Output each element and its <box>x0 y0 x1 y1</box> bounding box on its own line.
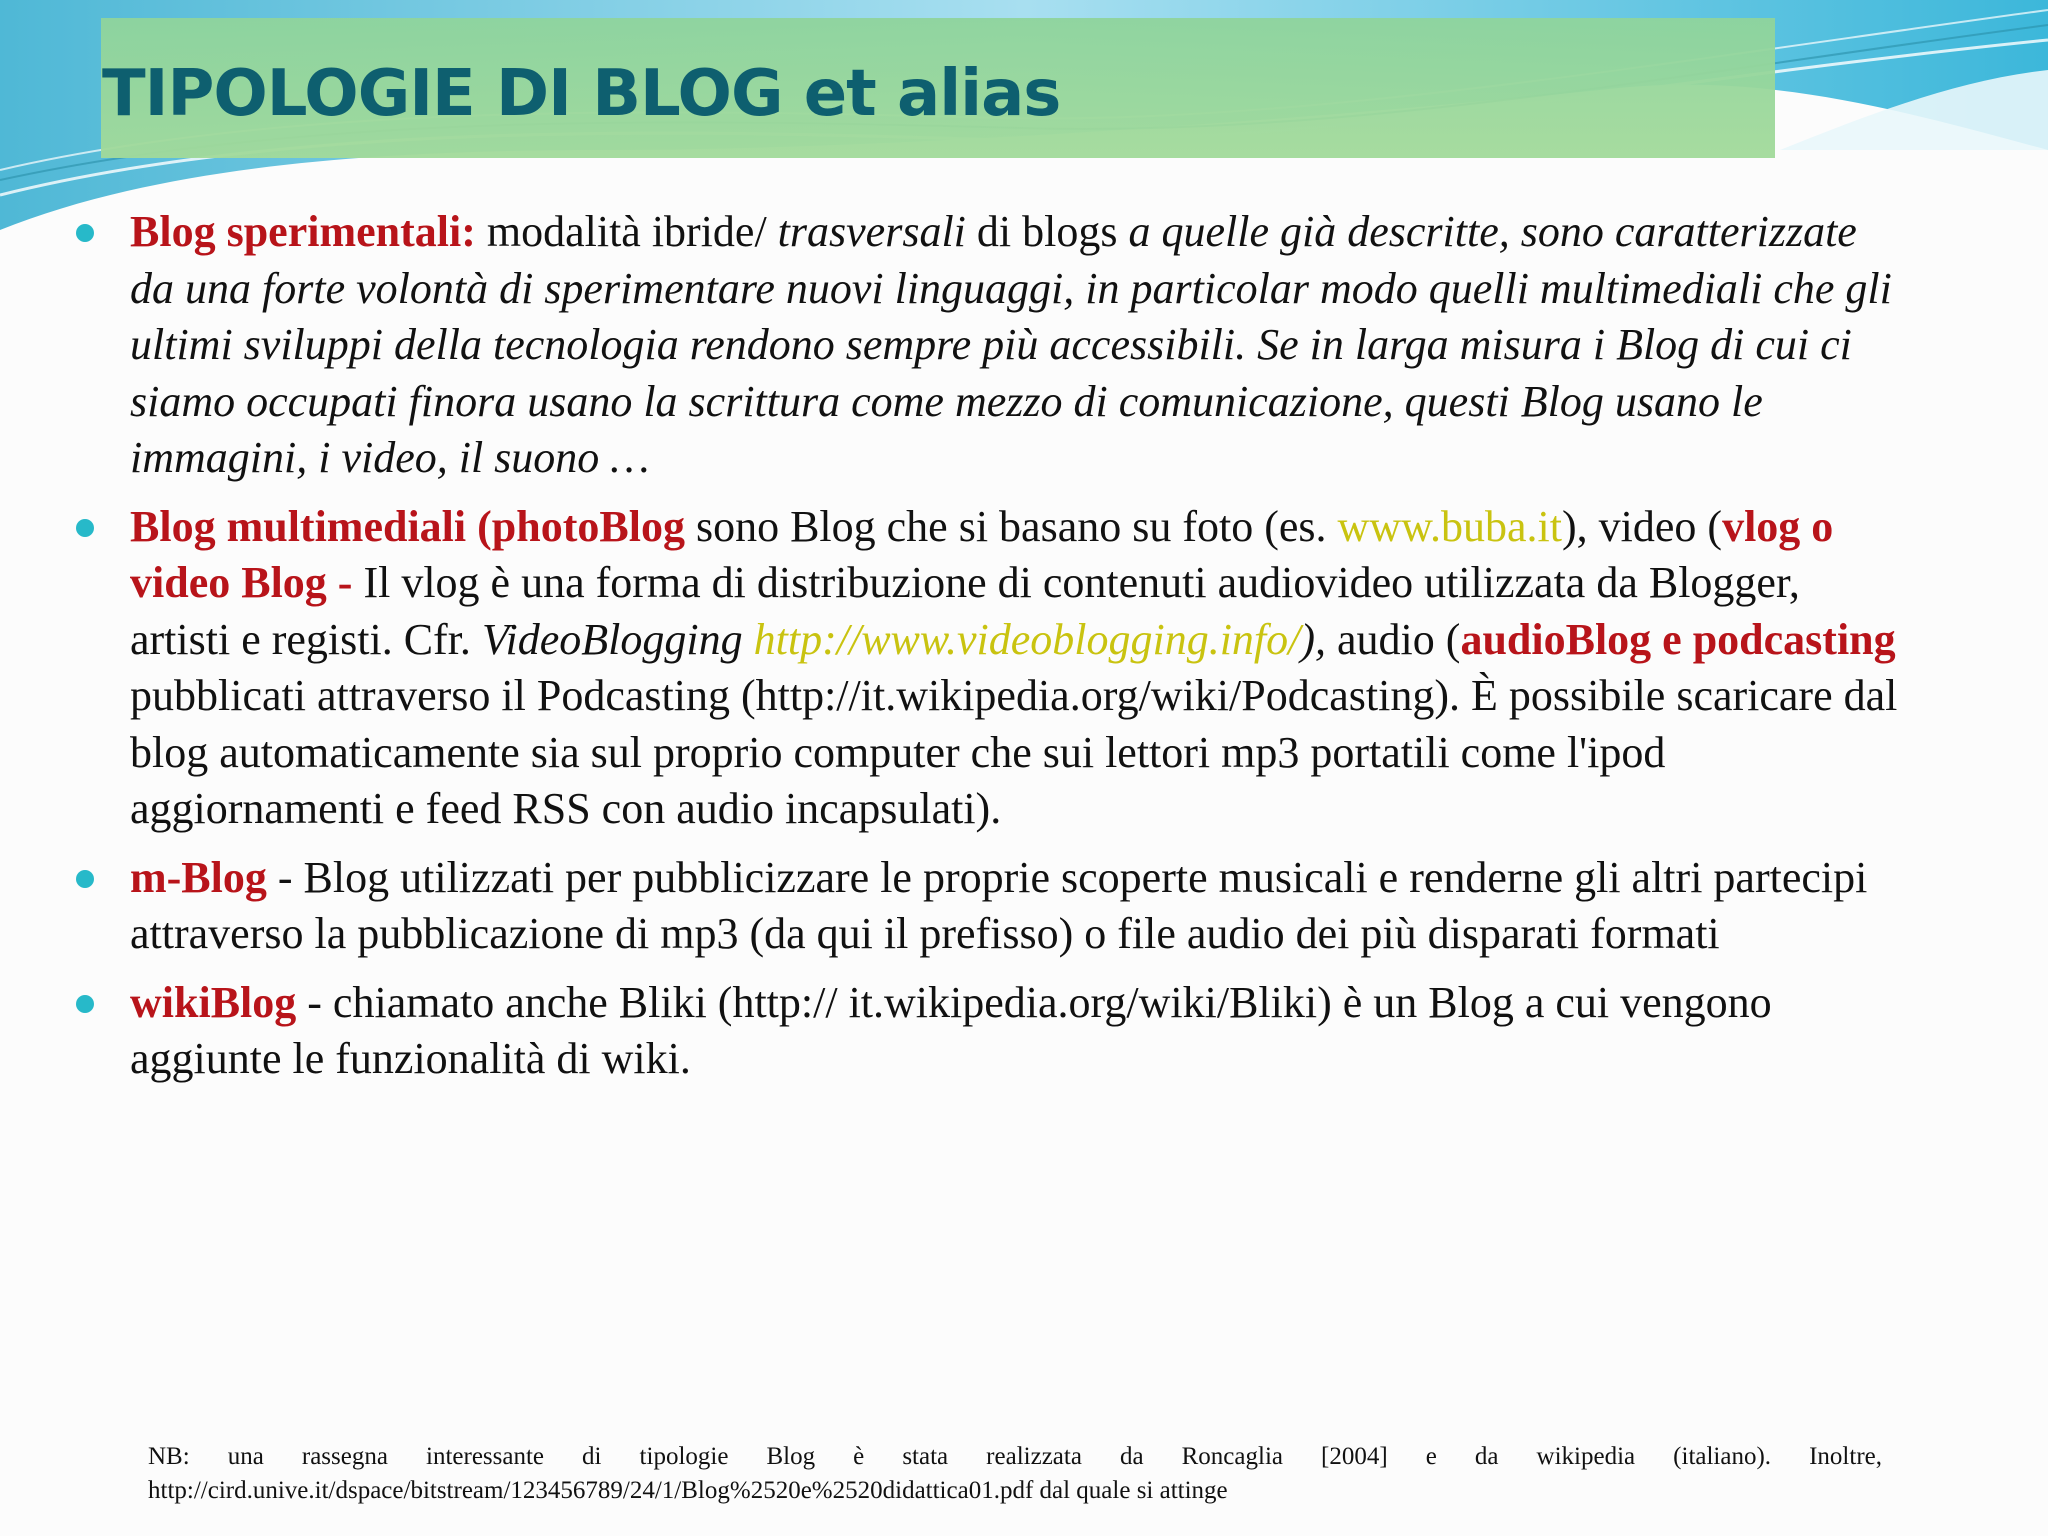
term-blog-sperimentali: Blog sperimentali: <box>130 207 476 256</box>
text-segment-italic: a quelle già descritte, sono caratterizzate da una forte volontà di sperimentare nuovi linguaggi, in particolar modo quelli multimediali che gli ultimi sviluppi della tecnologia rendono sempre più accessibili. Se in larga misura i Blog di cui ci siamo occupati finora usano la scrittura come mezzo di comunicazione, questi Blog usano le immagini, i video, il suono … <box>130 207 1892 482</box>
term-vlog: vlog o video Blog - <box>130 501 1834 607</box>
term-blog-multimediali: Blog multimediali (photoBlog <box>130 501 685 551</box>
text-segment: modalità ibride/ <box>475 207 778 256</box>
bullet-m-blog <box>70 850 1910 963</box>
link-videoblogging[interactable]: http://www.videoblogging.info/ <box>753 614 1301 664</box>
link-buba[interactable]: www.buba.it <box>1337 501 1562 551</box>
bullet-dot-icon <box>76 870 94 888</box>
term-wikiblog: wikiBlog <box>130 977 297 1027</box>
bullet-list <box>70 204 1910 1100</box>
slide-title: TIPOLOGIE DI BLOG et alias <box>102 57 1061 131</box>
bullet-blog-sperimentali <box>70 204 1910 487</box>
footnote: NB: una rassegna interessante di tipologie Blog è stata realizzata da Roncaglia [2004] e da wikipedia (italiano). Inoltre, http://cird.unive.it/dspace/bitstream/123456789/24/1/Blog%2520e%2520didattica01.pdf dal quale si attinge <box>148 1443 1882 1504</box>
bullet-blog-multimediali <box>70 499 1910 838</box>
bullet-wikiblog <box>70 975 1910 1088</box>
text-segment-italic: ), <box>1300 614 1327 664</box>
text-segment-italic: VideoBlogging <box>481 614 754 664</box>
term-audioblog: audioBlog e podcasting <box>1460 614 1896 664</box>
text-segment: pubblicati attraverso il Podcasting (http://it.wikipedia.org/wiki/Podcasting). È possibile scaricare dal blog automaticamente sia sul proprio computer che sui lettori mp3 portatili come l'ipod aggiornamenti e feed RSS con audio incapsulati). <box>130 671 1898 833</box>
text-segment: - Blog utilizzati per pubblicizzare le proprie scoperte musicali e renderne gli altri partecipi attraverso la pubblicazione di mp3 (da qui il prefisso) o file audio dei più disparati formati <box>130 852 1868 958</box>
bullet-dot-icon <box>76 995 94 1013</box>
text-segment: ), video ( <box>1562 501 1723 551</box>
text-segment-italic: trasversali <box>777 207 966 256</box>
bullet-dot-icon <box>76 224 94 242</box>
text-segment: di blogs <box>965 207 1129 256</box>
bullet-dot-icon <box>76 519 94 537</box>
term-m-blog: m-Blog <box>130 852 267 902</box>
text-segment: Il vlog è una forma di distribuzione di contenuti audiovideo utilizzata da Blogger, artisti e registi. Cfr. <box>130 558 1800 664</box>
text-segment: - chiamato anche Bliki (http:// it.wikipedia.org/wiki/Bliki) è un Blog a cui vengono aggiunte le funzionalità di wiki. <box>130 977 1772 1083</box>
text-segment: audio ( <box>1326 614 1461 664</box>
text-segment: sono Blog che si basano su foto (es. <box>684 501 1338 551</box>
